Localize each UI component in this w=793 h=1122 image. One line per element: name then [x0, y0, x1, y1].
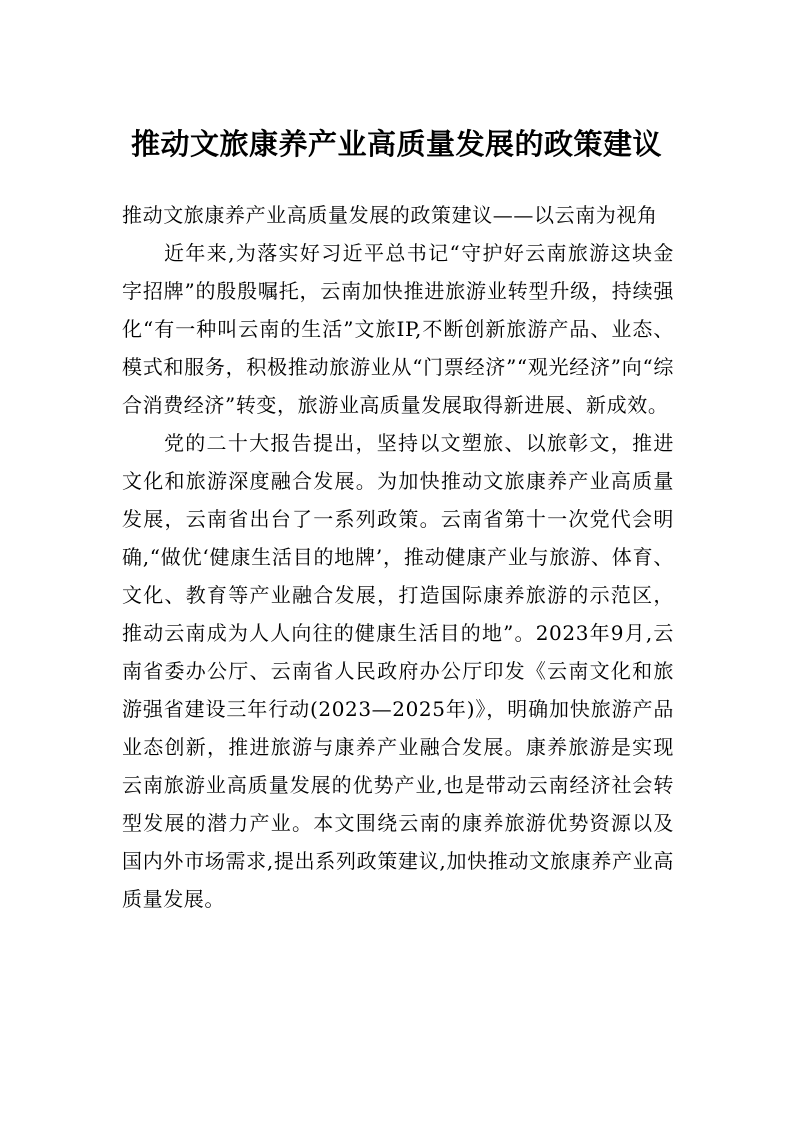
subtitle-paragraph: 推动文旅康养产业高质量发展的政策建议——以云南为视角: [122, 203, 658, 227]
document-title: 推动文旅康养产业高质量发展的政策建议: [130, 127, 662, 161]
document-body: [122, 196, 674, 918]
body-paragraph: 党的二十大报告提出，坚持以文塑旅、以旅彰文，推进文化和旅游深度融合发展。为加快推动文旅康养产业高质量发展，云南省出台了一系列政策。云南省第十一次党代会明确,“做优‘健康生活目的地牌’，推动健康产业与旅游、体育、文化、教育等产业融合发展，打造国际康养旅游的示范区，推动云南成为人人向往的健康生活目的地”。2023年9月,云南省委办公厅、云南省人民政府办公厅印发《云南文化和旅游强省建设三年行动(2023—2025年)》，明确加快旅游产品业态创新，推进旅游与康养产业融合发展。康养旅游是实现云南旅游业高质量发展的优势产业,也是带动云南经济社会转型发展的潜力产业。本文围绕云南的康养旅游优势资源以及国内外市场需求,提出系列政策建议,加快推动文旅康养产业高质量发展。: [122, 431, 674, 911]
body-paragraph: 近年来,为落实好习近平总书记“守护好云南旅游这块金字招牌”的殷殷嘱托，云南加快推进旅游业转型升级，持续强化“有一种叫云南的生活”文旅IP,不断创新旅游产品、业态、模式和服务，积极推动旅游业从“门票经济”“观光经济”向“综合消费经济”转变，旅游业高质量发展取得新进展、新成效。: [122, 241, 674, 417]
